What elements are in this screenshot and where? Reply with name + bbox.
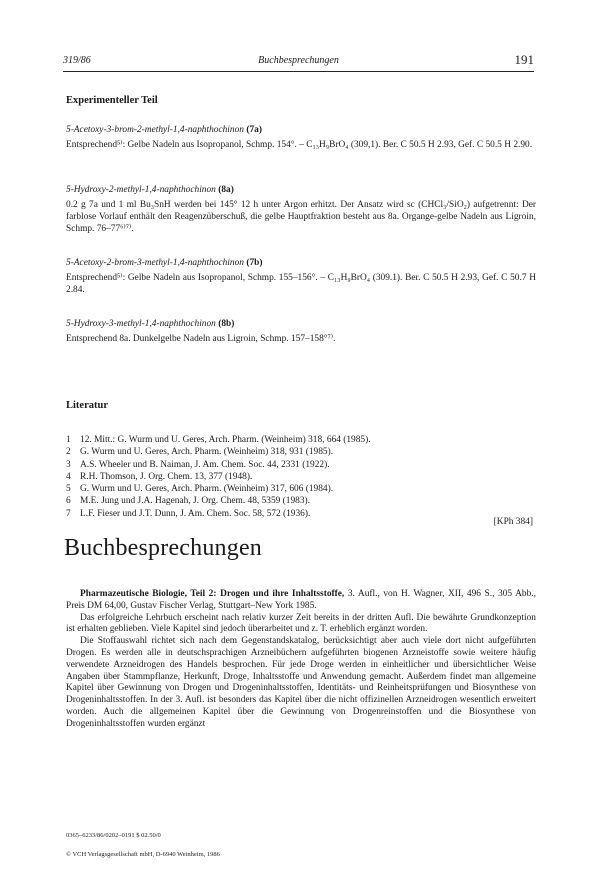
- running-title: Buchbesprechungen: [258, 55, 339, 66]
- reference-item: 7 L.F. Fieser und J.T. Dunn, J. Am. Chem. Soc. 58, 572 (1936).: [66, 508, 311, 519]
- copyright: © VCH Verlagsgesellschaft mbH, D-6940 Weinheim, 1986: [66, 851, 220, 858]
- literature-section: [66, 400, 536, 411]
- reference-item: 1 12. Mitt.: G. Wurm und U. Geres, Arch. Pharm. (Weinheim) 318, 664 (1985).: [66, 435, 371, 445]
- compound-name: 5-Hydroxy-3-methyl-1,4-naphthochinon (8b): [66, 319, 235, 329]
- section-title-book-reviews: Buchbesprechungen: [64, 535, 263, 561]
- compound-entry: [66, 258, 536, 308]
- compound-description: 0.2 g 7a und 1 ml Bu₃SnH werden bei 145° 12 h unter Argon erhitzt. Der Ansatz wird sc (CHCl₃/SiO₂) aufgetrennt: Der farblose Vorlauf enthält den Reagenzüberschuß, die gelbe Hauptfraktion besteht aus 8a. Organge-gelbe Nadeln aus Ligroin, Schmp. 76–77⁶⁾⁷⁾.: [66, 200, 536, 234]
- section-heading-experimental: Experimenteller Teil: [66, 95, 158, 106]
- compound-name: 5-Acetoxy-3-brom-2-methyl-1,4-naphthochinon (7a): [66, 125, 262, 135]
- reference-item: 6 M.E. Jung und J.A. Hagenah, J. Org. Chem. 48, 5359 (1983).: [66, 496, 311, 507]
- compound-description: Entsprechend⁵⁾: Gelbe Nadeln aus Isopropanol, Schmp. 154°. – C₁₃H₉BrO₄ (309,1). Ber. C 50.5 H 2.93, Gef. C 50.5 H 2.90.: [66, 140, 533, 150]
- review-paragraph: Die Stoffauswahl richtet sich nach dem Gegenstandskatalog, berücksichtigt aber auch viele dort nicht aufgeführten Drogen. Es werden alle in deutschsprachigen Arzneibüchern aufgeführten biogenen Arzneistoffe sowie weitere häufig verwendete Arzneidrogen des Handels besprochen. Für jede Droge werden in einheitlicher und übersichtlicher Weise Angaben über Stammpflanze, Herkunft, Droge, Inhaltsstoffe und Anwendung gemacht. Außerdem findet man allgemeine Kapitel über Gewinnung von Drogen und Drogeninhaltsstoffen, Identitäts- und Reinheitsprüfungen und Biosynthese von Drogeninhaltsstoffen. In der 3. Aufl. ist besonders das Kapitel über die nicht offizinellen Arzneidrogen wesentlich erweitert worden. Auch die allgemeinen Kapitel über die Gewinnung von Drogenreinstoffen und die Biosynthese von Drogeninhaltsstoffen wurden ergänzt: [66, 636, 536, 729]
- reference-item: 2 G. Wurm und U. Geres, Arch. Pharm. (Weinheim) 318, 931 (1985).: [66, 447, 334, 458]
- book-details: 3. Aufl., von H. Wagner, XII, 496 S., 305 Abb., Preis DM 64,00, Gustav Fischer Verlag, Stuttgart–New York 1985.: [66, 589, 536, 611]
- article-code: 0365–6233/86/0202–0191 $ 02.50/0: [66, 832, 161, 839]
- reference-item: 4 R.H. Thomson, J. Org. Chem. 13, 377 (1948).: [66, 471, 253, 482]
- running-header: [63, 52, 534, 70]
- compound-description: Entsprechend⁵⁾: Gelbe Nadeln aus Isopropanol, Schmp. 155–156°. – C₁₃H₉BrO₄ (309.1). Ber. C 50.5 H 2.93, Gef. C 50.7 H 2.84.: [66, 273, 536, 295]
- book-review: [66, 589, 536, 731]
- compound-name: 5-Acetoxy-2-brom-3-methyl-1,4-naphthochinon (7b): [66, 258, 263, 268]
- page-number: 191: [514, 52, 534, 67]
- review-paragraph: Das erfolgreiche Lehrbuch erscheint nach relativ kurzer Zeit bereits in der dritten Aufl. Die bewährte Grundkonzeption ist erhalten geblieben. Viele Kapitel sind jedoch überarbeitet und z. T. erheblich ergänzt worden.: [66, 612, 536, 635]
- compound-entry: [66, 125, 536, 163]
- header-rule: [63, 71, 534, 72]
- reference-item: 5 G. Wurm und U. Geres, Arch. Pharm. (Weinheim) 317, 606 (1984).: [66, 484, 334, 495]
- compound-entry: [66, 319, 536, 357]
- manuscript-code: [KPh 384]: [493, 517, 533, 527]
- compound-description: Entsprechend 8a. Dunkelgelbe Nadeln aus Ligroin, Schmp. 157–158°⁷⁾.: [66, 334, 336, 344]
- compound-name: 5-Hydroxy-2-methyl-1,4-naphthochinon (8a): [66, 185, 234, 195]
- reference-list: [66, 434, 536, 520]
- compound-entry: [66, 185, 536, 247]
- reference-item: 3 A.S. Wheeler und B. Naiman, J. Am. Chem. Soc. 44, 2331 (1922).: [66, 459, 330, 470]
- experimental-section: [66, 95, 536, 106]
- section-heading-literature: Literatur: [66, 400, 108, 411]
- book-citation: [66, 589, 536, 613]
- book-title: Pharmazeutische Biologie, Teil 2: Drogen und ihre Inhaltsstoffe,: [80, 589, 345, 599]
- issue-number: 319/86: [63, 55, 91, 66]
